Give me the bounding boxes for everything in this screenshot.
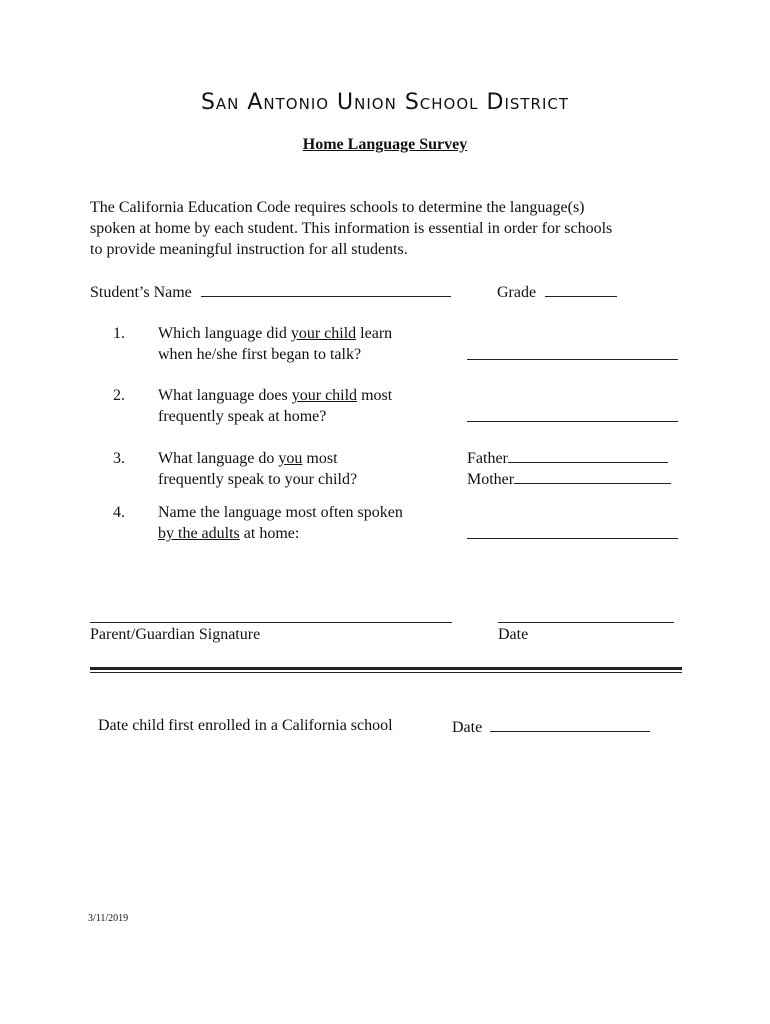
divider [90,672,682,673]
survey-title: Home Language Survey [302,136,468,153]
emphasis: by the adults [158,525,240,542]
enrollment-date-field[interactable] [490,717,650,732]
emphasis: you [278,450,303,467]
father-row [467,448,668,469]
signature-label: Parent/Guardian Signature [90,626,261,643]
divider [90,667,682,670]
emphasis: your child [290,325,357,342]
question-number: 3. [113,450,125,467]
student-name-row [90,282,451,302]
question-number: 4. [113,504,125,521]
question-2-text: What language does your child most frequently speak at home? [158,387,393,425]
emphasis: your child [291,387,358,404]
student-name-field[interactable] [201,282,451,297]
father-label: Father [467,450,508,467]
signature-date-field[interactable] [498,608,674,623]
enrollment-date-row [452,717,650,737]
question-1-answer-field[interactable] [467,345,678,360]
intro-line: spoken at home by each student. This information is essential in order for schools [90,220,613,237]
district-title: San Antonio Union School District [200,90,570,115]
question-number: 1. [113,325,125,342]
signature-date-label: Date [498,626,529,643]
father-language-field[interactable] [508,448,668,463]
grade-row [497,282,617,302]
signature-field[interactable] [90,608,452,623]
enrollment-date-label: Date [452,719,483,736]
intro-line: The California Education Code requires schools to determine the language(s) [90,199,585,216]
question-3-text: What language do you most frequently speak to your child? [158,450,358,488]
question-4-text: Name the language most often spoken by the adults at home: [158,504,403,542]
grade-field[interactable] [545,282,617,297]
mother-language-field[interactable] [514,469,671,484]
intro-paragraph [90,197,690,260]
student-name-label: Student’s Name [90,284,192,301]
mother-row [467,469,671,490]
grade-label: Grade [497,284,537,301]
mother-label: Mother [467,471,515,488]
question-4-answer-field[interactable] [467,524,678,539]
question-2-answer-field[interactable] [467,407,678,422]
enrollment-label: Date child first enrolled in a California school [98,717,393,734]
revision-date: 3/11/2019 [88,913,129,924]
question-number: 2. [113,387,125,404]
question-1-text: Which language did your child learn when he/she first began to talk? [158,325,393,363]
intro-line: to provide meaningful instruction for all students. [90,241,408,258]
